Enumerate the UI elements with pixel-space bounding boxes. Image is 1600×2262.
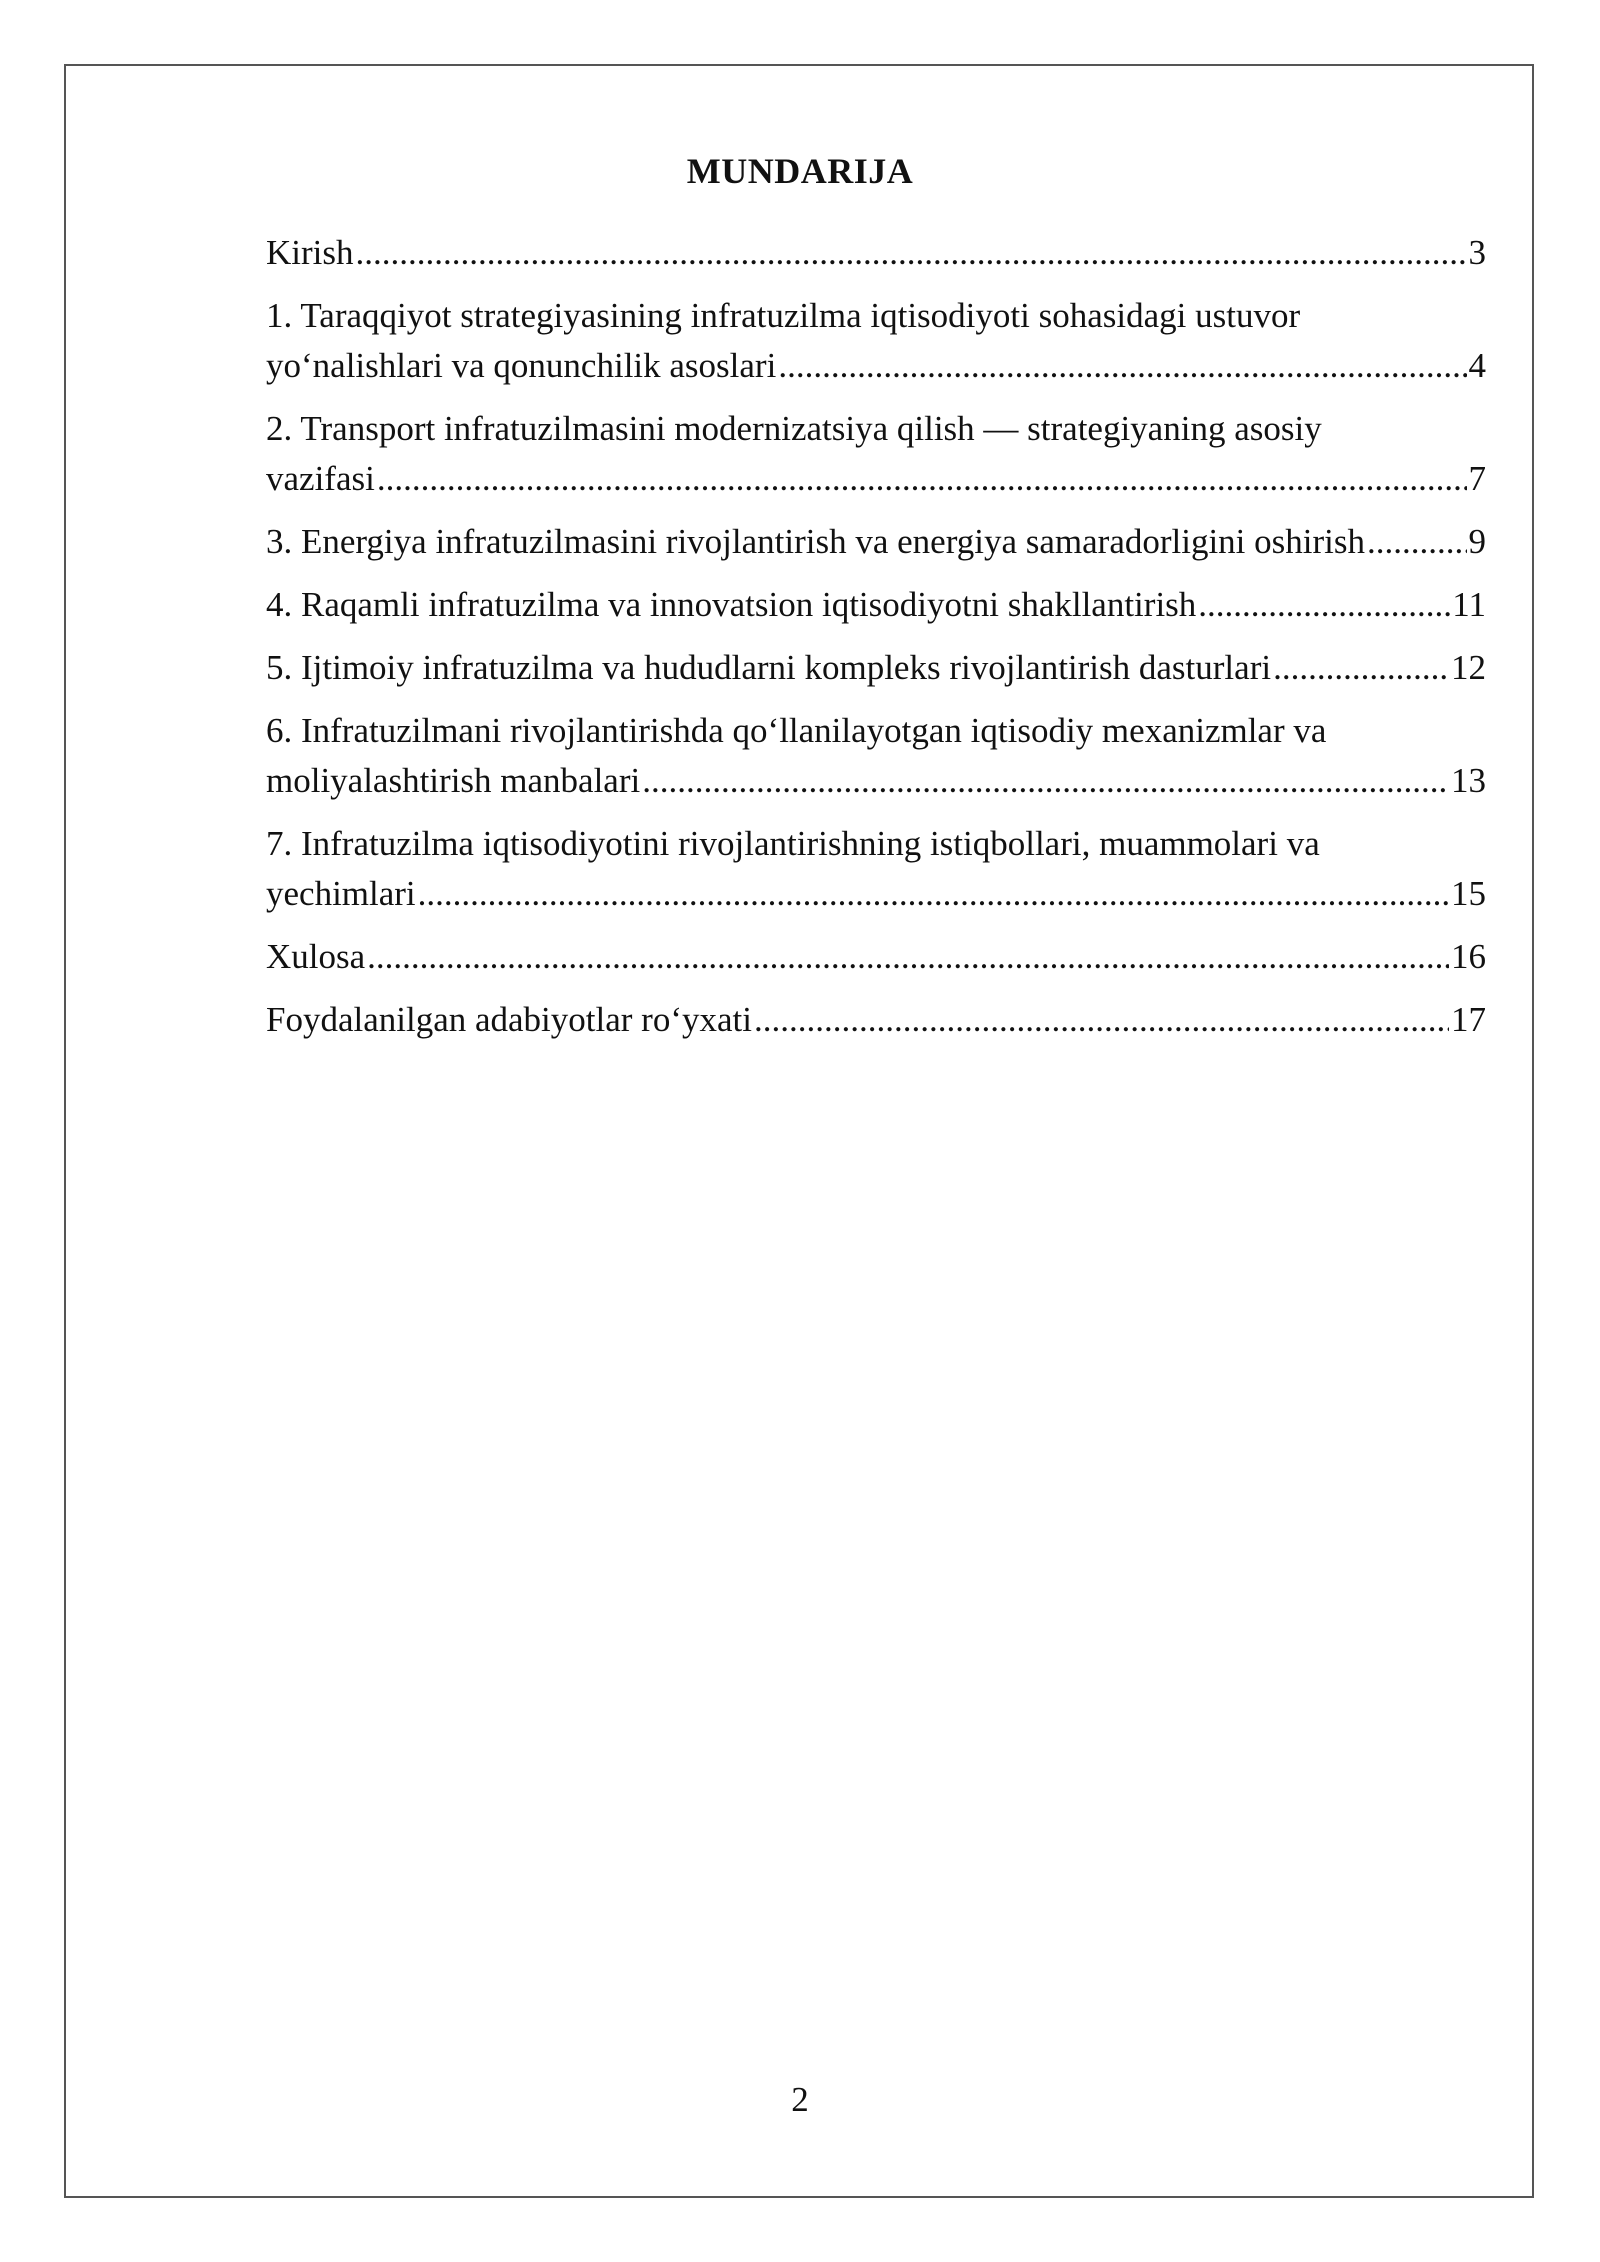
toc-entry-adabiyotlar[interactable] xyxy=(266,995,1486,1045)
toc-dot-leader xyxy=(377,454,1467,504)
toc-entry-text: 4. Raqamli infratuzilma va innovatsion iqtisodiyotni shakllantirish xyxy=(266,585,1197,624)
toc-entry-text-continued: yo‘nalishlari va qonunchilik asoslari xyxy=(266,346,777,385)
toc-dot-leader xyxy=(1367,517,1467,567)
toc-page-number: 3 xyxy=(1468,233,1486,272)
toc-dot-leader xyxy=(1273,643,1449,693)
toc-page-number: 15 xyxy=(1451,874,1486,913)
toc-title: MUNDARIJA xyxy=(686,151,914,191)
toc-page-number: 12 xyxy=(1451,648,1486,687)
toc-page-number: 16 xyxy=(1451,937,1486,976)
toc-entry-kirish[interactable] xyxy=(266,228,1486,278)
toc-entry-4[interactable] xyxy=(266,580,1486,630)
toc-entry-text: Foydalanilgan adabiyotlar ro‘yxati xyxy=(266,1000,752,1039)
toc-entry-text: 7. Infratuzilma iqtisodiyotini rivojlantirishning istiqbollari, muammolari va xyxy=(266,824,1320,863)
toc-entry-text: Kirish xyxy=(266,233,354,272)
toc-dot-leader xyxy=(1198,580,1450,630)
toc-entry-text: 6. Infratuzilmani rivojlantirishda qo‘llanilayotgan iqtisodiy mexanizmlar va xyxy=(266,711,1327,750)
page-number: 2 xyxy=(791,2080,809,2119)
toc-entry-text: 5. Ijtimoiy infratuzilma va hududlarni kompleks rivojlantirish dasturlari xyxy=(266,648,1272,687)
toc-entry-text: 1. Taraqqiyot strategiyasining infratuzilma iqtisodiyoti sohasidagi ustuvor xyxy=(266,296,1301,335)
toc-entry-text-continued: vazifasi xyxy=(266,459,375,498)
toc-entry-2[interactable] xyxy=(266,404,1486,504)
toc-page-number: 11 xyxy=(1452,585,1486,624)
toc-page-number: 13 xyxy=(1451,761,1486,800)
toc-dot-leader xyxy=(356,228,1467,278)
toc-dot-leader xyxy=(367,932,1449,982)
toc-dot-leader xyxy=(418,869,1449,919)
toc-entry-5[interactable] xyxy=(266,643,1486,693)
table-of-contents xyxy=(266,228,1486,1058)
toc-entry-text: 2. Transport infratuzilmasini modernizatsiya qilish — strategiyaning asosiy xyxy=(266,409,1322,448)
toc-entry-1[interactable] xyxy=(266,291,1486,391)
toc-dot-leader xyxy=(754,995,1449,1045)
toc-page-number: 9 xyxy=(1468,522,1486,561)
toc-entry-6[interactable] xyxy=(266,706,1486,806)
toc-entry-text-continued: yechimlari xyxy=(266,874,416,913)
toc-entry-xulosa[interactable] xyxy=(266,932,1486,982)
toc-page-number: 4 xyxy=(1468,346,1486,385)
toc-entry-7[interactable] xyxy=(266,819,1486,919)
toc-page-number: 17 xyxy=(1451,1000,1486,1039)
toc-entry-text: Xulosa xyxy=(266,937,366,976)
toc-entry-text: 3. Energiya infratuzilmasini rivojlantirish va energiya samaradorligini oshirish xyxy=(266,522,1365,561)
toc-dot-leader xyxy=(642,756,1449,806)
toc-entry-text-continued: moliyalashtirish manbalari xyxy=(266,761,641,800)
toc-dot-leader xyxy=(778,341,1466,391)
toc-page-number: 7 xyxy=(1468,459,1486,498)
toc-entry-3[interactable] xyxy=(266,517,1486,567)
